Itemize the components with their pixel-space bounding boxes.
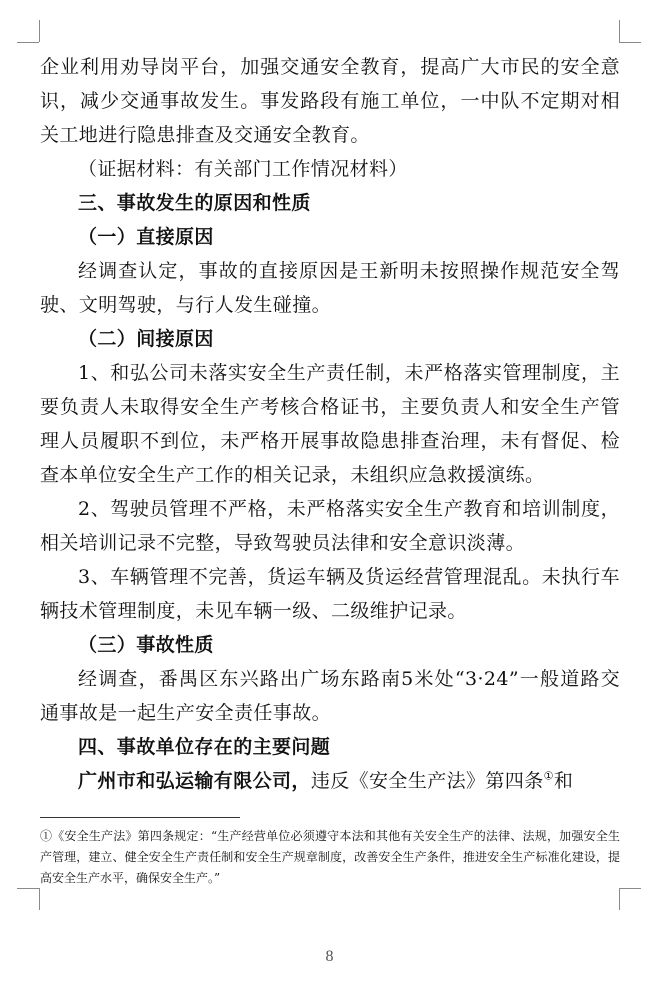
subsection-heading: （一）直接原因 bbox=[78, 226, 214, 248]
company-name: 广州市和弘运输有限公司， bbox=[78, 770, 311, 792]
paragraph: 1、和弘公司未落实安全生产责任制，未严格落实管理制度，主要负责人未取得安全生产考核合格证书，主要负责人和安全生产管理人员履职不到位，未严格开展事故隐患排查治理，未有督促、检查本单位安全生产工作的相关记录，未组织应急救援演练。 bbox=[40, 362, 620, 486]
section-heading: 三、事故发生的原因和性质 bbox=[78, 192, 311, 214]
footnote: ①《安全生产法》第四条规定：“生产经营单位必须遵守本法和其他有关安全生产的法律、法规，加强安全生产管理，建立、健全安全生产责任制和安全生产规章制度，改善安全生产条件，推进安全生产标准化建设，提高安全生产水平，确保安全生产。” bbox=[40, 829, 620, 885]
paragraph: 经调查，番禺区东兴路出广场东路南5米处“3·24”一般道路交通事故是一起生产安全责任事故。 bbox=[40, 668, 620, 724]
paragraph-text: 和 bbox=[553, 770, 574, 792]
paragraph-text: 违反《安全生产法》第四条 bbox=[310, 770, 544, 792]
footnote-marker: ① bbox=[543, 769, 554, 783]
page-number: 8 bbox=[325, 948, 334, 965]
crop-mark-top-right bbox=[619, 42, 641, 43]
crop-mark-bottom-right bbox=[619, 888, 641, 889]
crop-mark-top-right bbox=[619, 20, 620, 42]
section-heading: 四、事故单位存在的主要问题 bbox=[78, 736, 331, 758]
crop-mark-top-left bbox=[17, 42, 39, 43]
crop-mark-bottom-left bbox=[39, 888, 40, 910]
paragraph: 企业利用劝导岗平台，加强交通安全教育，提高广大市民的安全意识，减少交通事故发生。事发路段有施工单位，一中队不定期对相关工地进行隐患排查及交通安全教育。 bbox=[40, 56, 620, 146]
paragraph bbox=[40, 764, 620, 798]
paragraph: 经调查认定，事故的直接原因是王新明未按照操作规范安全驾驶、文明驾驶，与行人发生碰撞。 bbox=[40, 260, 620, 316]
subsection-heading: （三）事故性质 bbox=[78, 634, 214, 656]
document-body bbox=[40, 50, 620, 798]
subsection-heading: （二）间接原因 bbox=[78, 328, 214, 350]
crop-mark-top-left bbox=[39, 20, 40, 42]
crop-mark-bottom-right bbox=[619, 888, 620, 910]
paragraph: 2、驾驶员管理不严格，未严格落实安全生产教育和培训制度，相关培训记录不完整，导致驾驶员法律和安全意识淡薄。 bbox=[40, 498, 620, 554]
footnote-separator bbox=[40, 817, 240, 818]
evidence-note: （证据材料：有关部门工作情况材料） bbox=[78, 158, 408, 180]
crop-mark-bottom-left bbox=[17, 888, 39, 889]
paragraph: 3、车辆管理不完善，货运车辆及货运经营管理混乱。未执行车辆技术管理制度，未见车辆一级、二级维护记录。 bbox=[40, 566, 620, 622]
